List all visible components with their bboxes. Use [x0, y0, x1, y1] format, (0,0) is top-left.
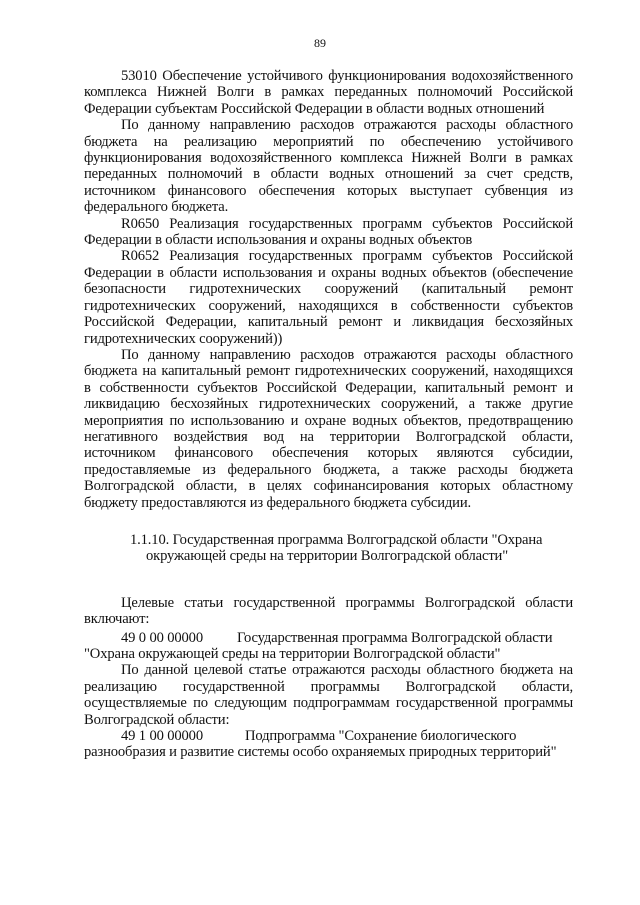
paragraph-r0650: R0650 Реализация государственных программ субъектов Российской Федерации в области использования и охраны водных объектов [84, 215, 573, 249]
subprogram-code-line [84, 728, 573, 744]
paragraph-target-article: По данной целевой статье отражаются расходы областного бюджета на реализацию государственной программы Волгоградской области, осуществляемые по следующим подпрограммам государственной программы Волгоградской области: [84, 662, 573, 728]
program-code-line [84, 630, 573, 646]
section-heading [84, 532, 573, 565]
subprogram-title-end: разнообразия и развитие системы особо охраняемых природных территорий" [84, 744, 557, 761]
program-title-start: Государственная программа Волгоградской области [236, 629, 553, 646]
program-code: 49 0 00 00000 [121, 629, 203, 646]
subprogram-code: 49 1 00 00000 [121, 728, 203, 745]
paragraph-r0652-description: По данному направлению расходов отражаются расходы областного бюджета на капитальный ремонт гидротехнических сооружений, находящихся в собственности субъектов Российской Федерации, капитальный ремонт и ликвидацию бесхозяйных гидротехнических сооружений, а также другие мероприятия по использованию и охране водных объектов, предотвращению негативного воздействия вод на территории Волгоградской области, источником финансового обеспечения которых являются субсидии, предоставляемые из федерального бюджета, а также расходы бюджета Волгоградской области, в целях софинансирования которых областному бюджету предоставляются из федерального бюджета субсидии. [84, 346, 573, 511]
paragraph-r0652: R0652 Реализация государственных программ субъектов Российской Федерации в области использования и охраны водных объектов (обеспечение безопасности гидротехнических сооружений (капитальный ремонт гидротехнических сооружений, находящихся в собственности субъектов Российской Федерации, капитальный ремонт и ликвидация бесхозяйных гидротехнических сооружений)) [84, 248, 573, 347]
section-heading-line-2: окружающей среды на территории Волгоградской области" [146, 548, 509, 565]
paragraph-53010-description: По данному направлению расходов отражаются расходы областного бюджета на реализацию мероприятий по обеспечению устойчивого функционирования водохозяйственного комплекса Нижней Волги в рамках переданных полномочий в области водных отношений за счет средств, источником финансового обеспечения которых выступает субвенция из федерального бюджета. [84, 117, 573, 216]
paragraph-53010: 53010 Обеспечение устойчивого функционирования водохозяйственного комплекса Нижней Волги в рамках переданных полномочий Российской Федерации субъектам Российской Федерации в области водных отношений [84, 68, 573, 117]
page-number: 89 [314, 36, 326, 50]
section-heading-line-1: 1.1.10. Государственная программа Волгоградской области "Охрана [130, 531, 543, 548]
subprogram-title-start: Подпрограмма "Сохранение биологического [244, 728, 517, 745]
paragraph-intro: Целевые статьи государственной программы Волгоградской области включают: [84, 594, 573, 628]
page-body [84, 68, 573, 761]
program-title-end: "Охрана окружающей среды на территории Волгоградской области" [84, 646, 501, 662]
